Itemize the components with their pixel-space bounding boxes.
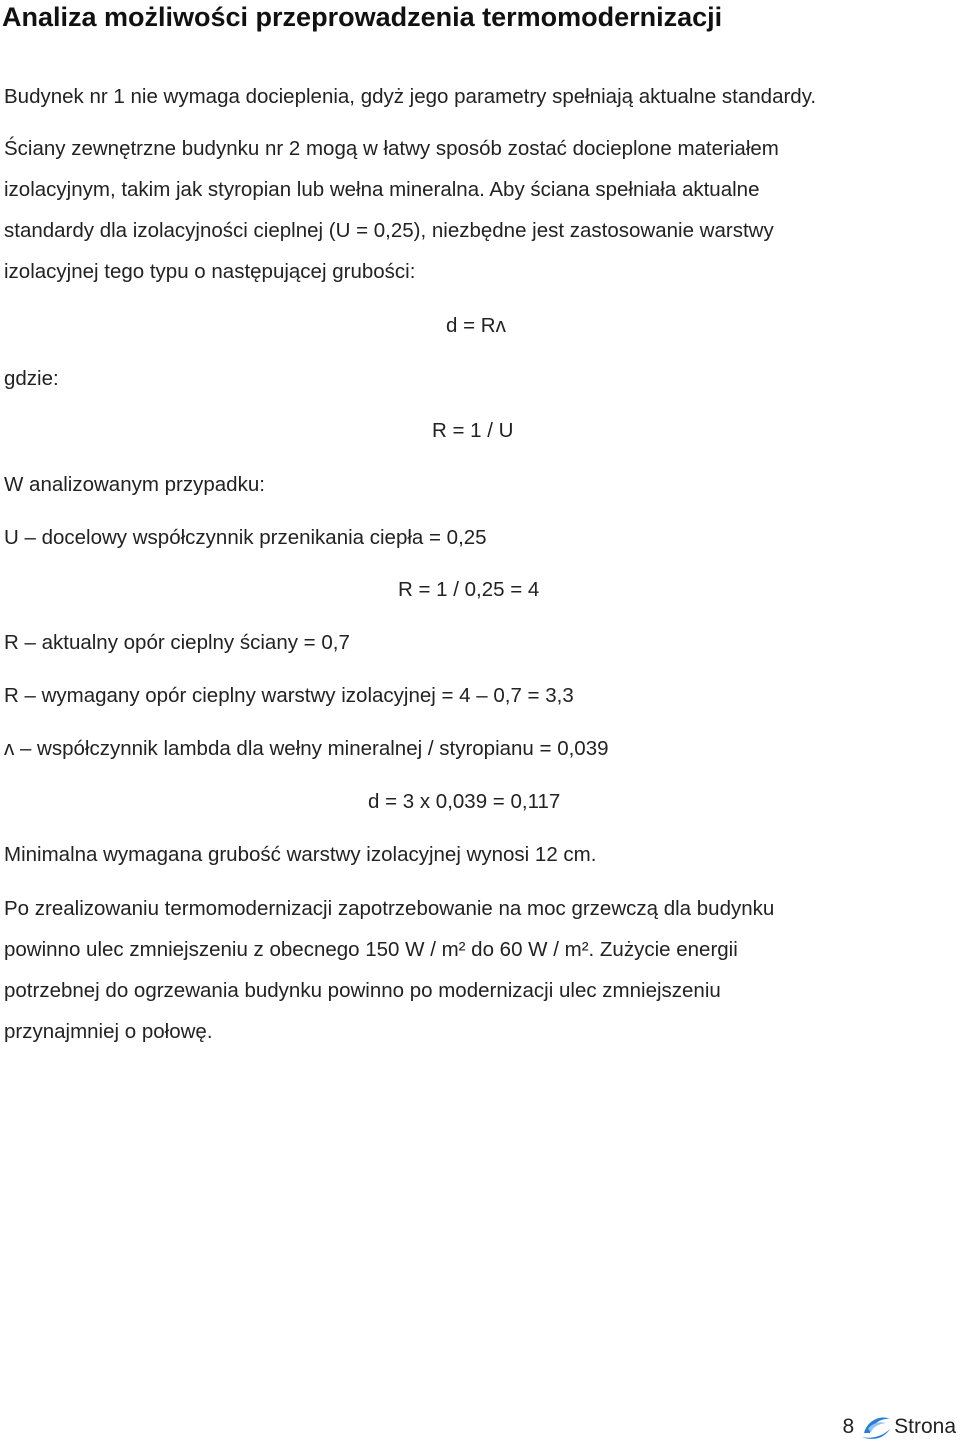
r-actual-line: R – aktualny opór cieplny ściany = 0,7 bbox=[4, 631, 350, 654]
closing-paragraph-line-3: potrzebnej do ogrzewania budynku powinno po modernizacji ulec zmniejszeniu bbox=[4, 979, 721, 1002]
paragraph-building-2-line-3: standardy dla izolacyjności cieplnej (U = 0,25), niezbędne jest zastosowanie warstwy bbox=[4, 219, 774, 242]
analysis-label: W analizowanym przypadku: bbox=[4, 473, 265, 496]
page-footer bbox=[842, 1413, 956, 1441]
paragraph-building-1: Budynek nr 1 nie wymaga docieplenia, gdyż jego parametry spełniają aktualne standardy. bbox=[4, 85, 817, 108]
paragraph-building-2-line-2: izolacyjnym, takim jak styropian lub wełna mineralna. Aby ściana spełniała aktualne bbox=[4, 178, 760, 201]
paragraph-building-2-line-1: Ściany zewnętrzne budynku nr 2 mogą w łatwy sposób zostać docieplone materiałem bbox=[4, 137, 779, 160]
formula-r-value: R = 1 / 0,25 = 4 bbox=[398, 578, 540, 601]
formula-d-value: d = 3 x 0,039 = 0,117 bbox=[368, 790, 561, 813]
page-title: Analiza możliwości przeprowadzenia termomodernizacji bbox=[2, 2, 723, 32]
formula-d: d = Rʌ bbox=[446, 314, 506, 337]
paragraph-building-2-line-4: izolacyjnej tego typu o następującej grubości: bbox=[4, 260, 416, 283]
gdzie-label: gdzie: bbox=[4, 367, 59, 390]
closing-paragraph-line-4: przynajmniej o połowę. bbox=[4, 1020, 213, 1043]
closing-paragraph-line-2: powinno ulec zmniejszeniu z obecnego 150 W / m² do 60 W / m². Zużycie energii bbox=[4, 938, 738, 961]
lambda-line: ʌ – współczynnik lambda dla wełny mineralnej / styropianu = 0,039 bbox=[4, 737, 609, 760]
u-coefficient-line: U – docelowy współczynnik przenikania ciepła = 0,25 bbox=[4, 526, 487, 549]
closing-paragraph-line-1: Po zrealizowaniu termomodernizacji zapotrzebowanie na moc grzewczą dla budynku bbox=[4, 897, 775, 920]
r-required-line: R – wymagany opór cieplny warstwy izolacyjnej = 4 – 0,7 = 3,3 bbox=[4, 684, 574, 707]
blue-swirl-logo-icon bbox=[860, 1413, 892, 1441]
minimum-thickness-line: Minimalna wymagana grubość warstwy izolacyjnej wynosi 12 cm. bbox=[4, 843, 597, 866]
page-number: 8 bbox=[842, 1415, 855, 1438]
formula-r: R = 1 / U bbox=[432, 419, 514, 442]
page-word: Strona bbox=[894, 1415, 956, 1438]
